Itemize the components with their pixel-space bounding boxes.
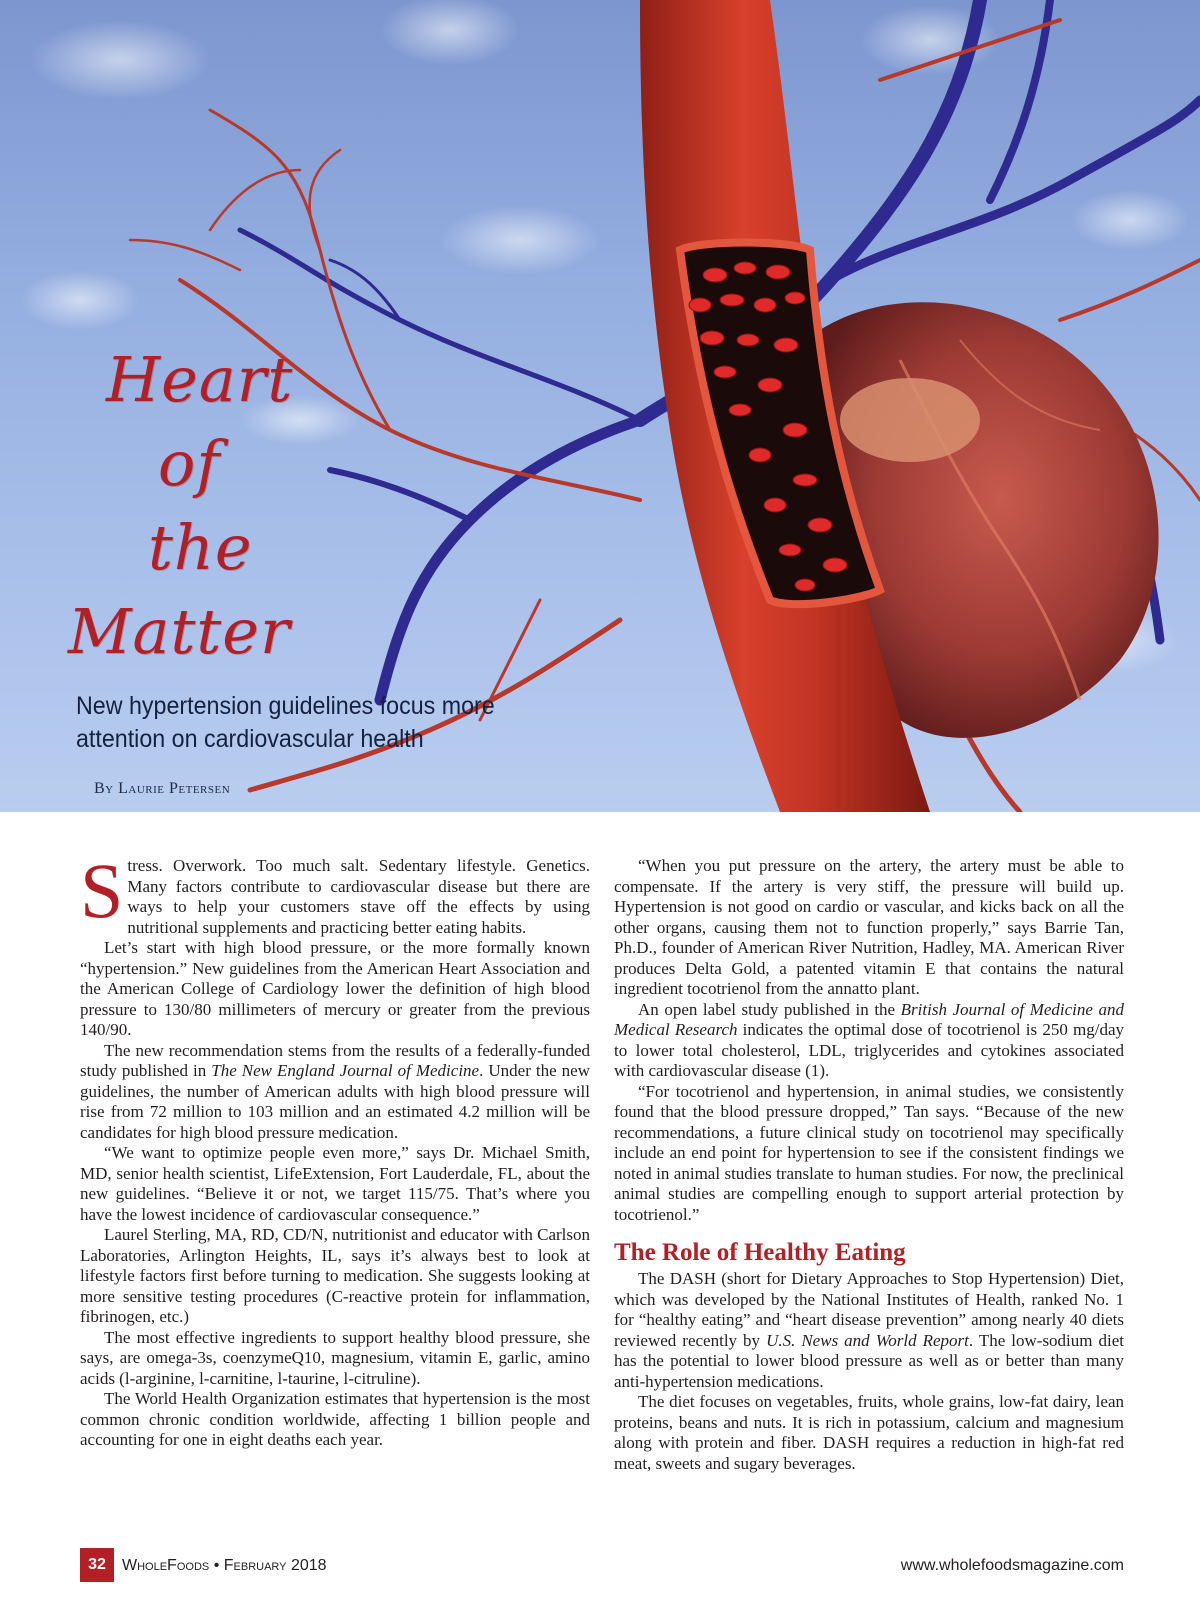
paragraph-text: indicates the optimal dose of tocotrienol is 250 mg/day to lower total cholesterol, LDL, triglycerides and cytokines associated with cardiovascular disease (1). — [614, 1020, 1124, 1080]
title-line-4: Matter — [68, 595, 291, 668]
body-paragraph — [80, 1041, 590, 1144]
journal-title: The New England Journal of Medicine — [211, 1061, 480, 1080]
intro-paragraph — [80, 847, 590, 938]
page-number: 32 — [80, 1548, 114, 1582]
body-paragraph: Laurel Sterling, MA, RD, CD/N, nutritionist and educator with Carlson Laboratories, Arlington Heights, IL, says it’s always best to look at lifestyle factors first before turning to medication. She suggests looking at more sensitive testing procedures (C-reactive protein for inflammation, fibrinogen, etc.) — [80, 1225, 590, 1326]
section-heading: The Role of Healthy Eating — [614, 1239, 906, 1266]
drop-cap: S — [80, 847, 124, 934]
publication-title: U.S. News and World Report — [766, 1330, 969, 1350]
footer-separator: • — [213, 1557, 220, 1574]
page-footer — [80, 1548, 1124, 1582]
paragraph-text: The DASH (short for Dietary Approaches to Stop Hypertension) Diet, which was developed by the National Institutes of Health, ranked No. 1 for “healthy eating” and “heart disease prevention” among nearly 40 diets reviewed recently by — [614, 1269, 1124, 1350]
body-paragraph: “For tocotrienol and hypertension, in animal studies, we consistently found that the blood pressure dropped,” Tan says. “Because of the new recommendations, a future clinical study on tocotrienol may specifically include an end point for hypertension to see if the consistent findings we noted in animal studies translate to human studies. For now, the preclinical animal studies are compelling enough to support arterial protection by tocotrienol.” — [614, 1081, 1124, 1224]
title-line-1: Heart — [106, 343, 294, 416]
body-paragraph — [614, 1269, 1124, 1392]
paragraph-text: An open label study published in the — [638, 999, 901, 1019]
title-line-3: the — [148, 511, 253, 584]
paragraph-text: . Under the new guidelines, the number of American adults with high blood pressure will rise from 72 million to 103 million and an estimated 4.2 million will be candidates for high blood pressure medication. — [80, 1061, 591, 1142]
body-paragraph: “When you put pressure on the artery, the artery must be able to compensate. If the artery is very stiff, the pressure will build up. Hypertension is not good on cardio or vascular, and kicks back on all the other organs, causing them not to function properly,” says Barrie Tan, Ph.D., founder of American River Nutrition, Hadley, MA. American River produces Delta Gold, a patented vitamin E that contains the natural ingredient tocotrienol from the annatto plant. — [614, 856, 1124, 998]
article-title — [64, 338, 364, 674]
body-paragraph: Let’s start with high blood pressure, or the more formally known “hypertension.” New guidelines from the American Heart Association and the American College of Cardiology lower the definition of high blood pressure to 130/80 millimeters of mercury or greater from the previous 140/90. — [80, 938, 590, 1039]
article-byline: By Laurie Petersen — [94, 780, 231, 797]
body-paragraph: The most effective ingredients to support healthy blood pressure, she says, are omega-3s, coenzymeQ10, magnesium, vitamin E, garlic, amino acids (l-arginine, l-carnitine, l-taurine, l-citruline). — [80, 1327, 590, 1388]
issue-date: February 2018 — [223, 1557, 327, 1574]
body-paragraph: The World Health Organization estimates that hypertension is the most common chronic condition worldwide, affecting 1 billion people and accounting for one in eight deaths each year. — [80, 1389, 590, 1449]
website-link[interactable]: www.wholefoodsmagazine.com — [900, 1557, 1124, 1574]
body-paragraph — [614, 1000, 1124, 1082]
paragraph-text: . The low-sodium diet has the potential to lower blood pressure as well as or better than many anti-hypertension medications. — [614, 1330, 1125, 1391]
left-column — [80, 847, 591, 1451]
publication-name: WholeFoods — [122, 1557, 210, 1574]
right-column — [614, 856, 1124, 1474]
paragraph-text: The new recommendation stems from the results of a federally-funded study published in — [80, 1040, 590, 1080]
paragraph-text: tress. Overwork. Too much salt. Sedentary lifestyle. Genetics. Many factors contribute to cardiovascular disease but there are ways to help your customers stave off the effects by using nutritional supplements and practicing better eating habits. — [127, 856, 590, 937]
journal-title: British Journal of Medicine and Medical Research — [614, 999, 1124, 1039]
publication-info — [122, 1557, 327, 1575]
article-subtitle: New hypertension guidelines focus more attention on cardiovascular health — [76, 692, 495, 753]
body-paragraph: “We want to optimize people even more,” says Dr. Michael Smith, MD, senior health scientist, LifeExtension, Fort Lauderdale, FL, about the new guidelines. “Believe it or not, we target 115/75. That’s where you have the lowest incidence of cardiovascular consequence.” — [80, 1143, 590, 1224]
body-paragraph: The diet focuses on vegetables, fruits, whole grains, low-fat dairy, lean proteins, beans and nuts. It is rich in potassium, calcium and magnesium along with protein and fiber. DASH requires a reduction in high-fat red meat, sweets and sugary beverages. — [614, 1392, 1124, 1473]
title-line-2: of — [158, 427, 221, 500]
